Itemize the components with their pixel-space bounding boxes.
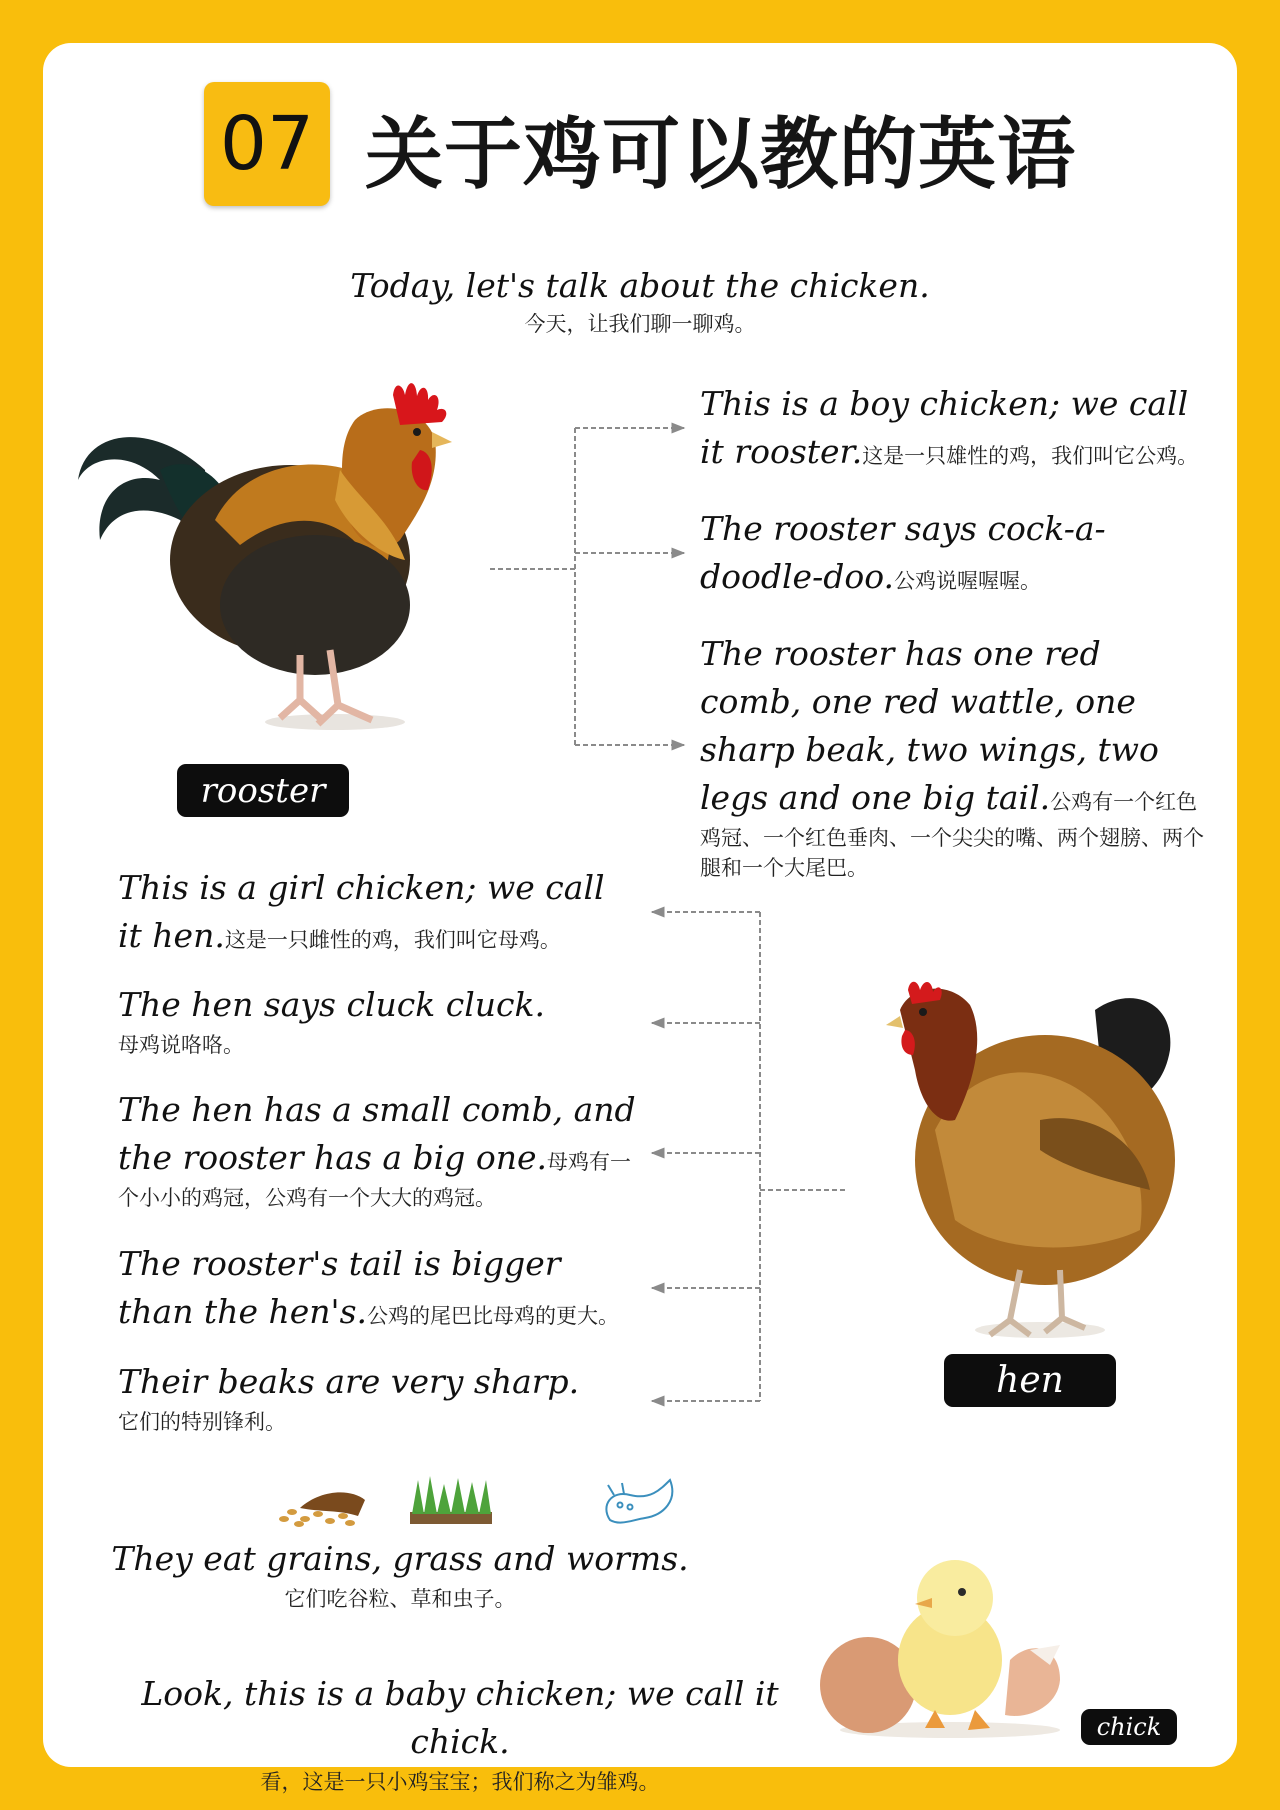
hen-line-2-zh: 母鸡说咯咯。	[118, 1033, 244, 1057]
hen-line-1-en: This is a girl chicken; we call it hen.	[118, 868, 605, 955]
hen-line-4	[118, 1240, 638, 1336]
rooster-line-2-en: The rooster says cock-a-doodle-doo.	[700, 509, 1106, 596]
rooster-image	[78, 383, 452, 730]
grains-icon	[279, 1492, 365, 1527]
page-title: 关于鸡可以教的英语	[365, 110, 1077, 200]
chick-label: chick	[1081, 1709, 1177, 1745]
intro-en: Today, let's talk about the chicken.	[350, 266, 930, 305]
food-en: They eat grains, grass and worms.	[111, 1539, 689, 1578]
section-number-badge: 07	[204, 82, 330, 206]
chick-image	[820, 1560, 1060, 1738]
hen-line-1-zh: 这是一只雌性的鸡，我们叫它母鸡。	[224, 928, 561, 952]
hen-line-2	[118, 981, 638, 1059]
rooster-line-3-zh: 公鸡有一个红色鸡冠、一个红色垂肉、一个尖尖的嘴、两个翅膀、两个腿和一个大尾巴。	[700, 790, 1204, 880]
grass-icon	[410, 1476, 492, 1524]
chick-zh: 看，这是一只小鸡宝宝；我们称之为雏鸡。	[260, 1770, 660, 1794]
intro-zh: 今天，让我们聊一聊鸡。	[524, 312, 756, 336]
hen-line-2-en: The hen says cluck cluck.	[118, 985, 546, 1024]
chick-sentence	[100, 1670, 820, 1796]
hen-line-1	[118, 864, 638, 960]
hen-line-5-en: Their beaks are very sharp.	[118, 1362, 580, 1401]
rooster-line-1-zh: 这是一只雄性的鸡，我们叫它公鸡。	[862, 444, 1199, 468]
rooster-line-3-en: The rooster has one red comb, one red wattle, one sharp beak, two wings, two legs and one big tail.	[700, 634, 1159, 817]
food-sentence	[110, 1535, 690, 1613]
hen-label: hen	[944, 1354, 1116, 1407]
worm-icon	[606, 1480, 672, 1523]
rooster-line-3	[700, 630, 1210, 882]
hen-line-3-en: The hen has a small comb, and the rooster has a big one.	[118, 1090, 636, 1177]
food-zh: 它们吃谷粒、草和虫子。	[284, 1587, 516, 1611]
hen-line-4-en: The rooster's tail is bigger than the hen's.	[118, 1244, 561, 1331]
rooster-line-2-zh: 公鸡说喔喔喔。	[894, 569, 1041, 593]
chick-en: Look, this is a baby chicken; we call it chick.	[141, 1674, 779, 1761]
rooster-line-2	[700, 505, 1210, 601]
rooster-label: rooster	[177, 764, 349, 817]
rooster-line-1	[700, 380, 1210, 476]
hen-line-3-zh: 母鸡有一个小小的鸡冠，公鸡有一个大大的鸡冠。	[118, 1150, 631, 1210]
hen-line-5-zh: 它们的特别锋利。	[118, 1410, 286, 1434]
hen-line-5	[118, 1358, 638, 1436]
hen-line-4-zh: 公鸡的尾巴比母鸡的更大。	[367, 1304, 619, 1328]
rooster-line-1-en: This is a boy chicken; we call it rooster.	[700, 384, 1189, 471]
hen-image	[886, 982, 1175, 1338]
hen-line-3	[118, 1086, 638, 1212]
